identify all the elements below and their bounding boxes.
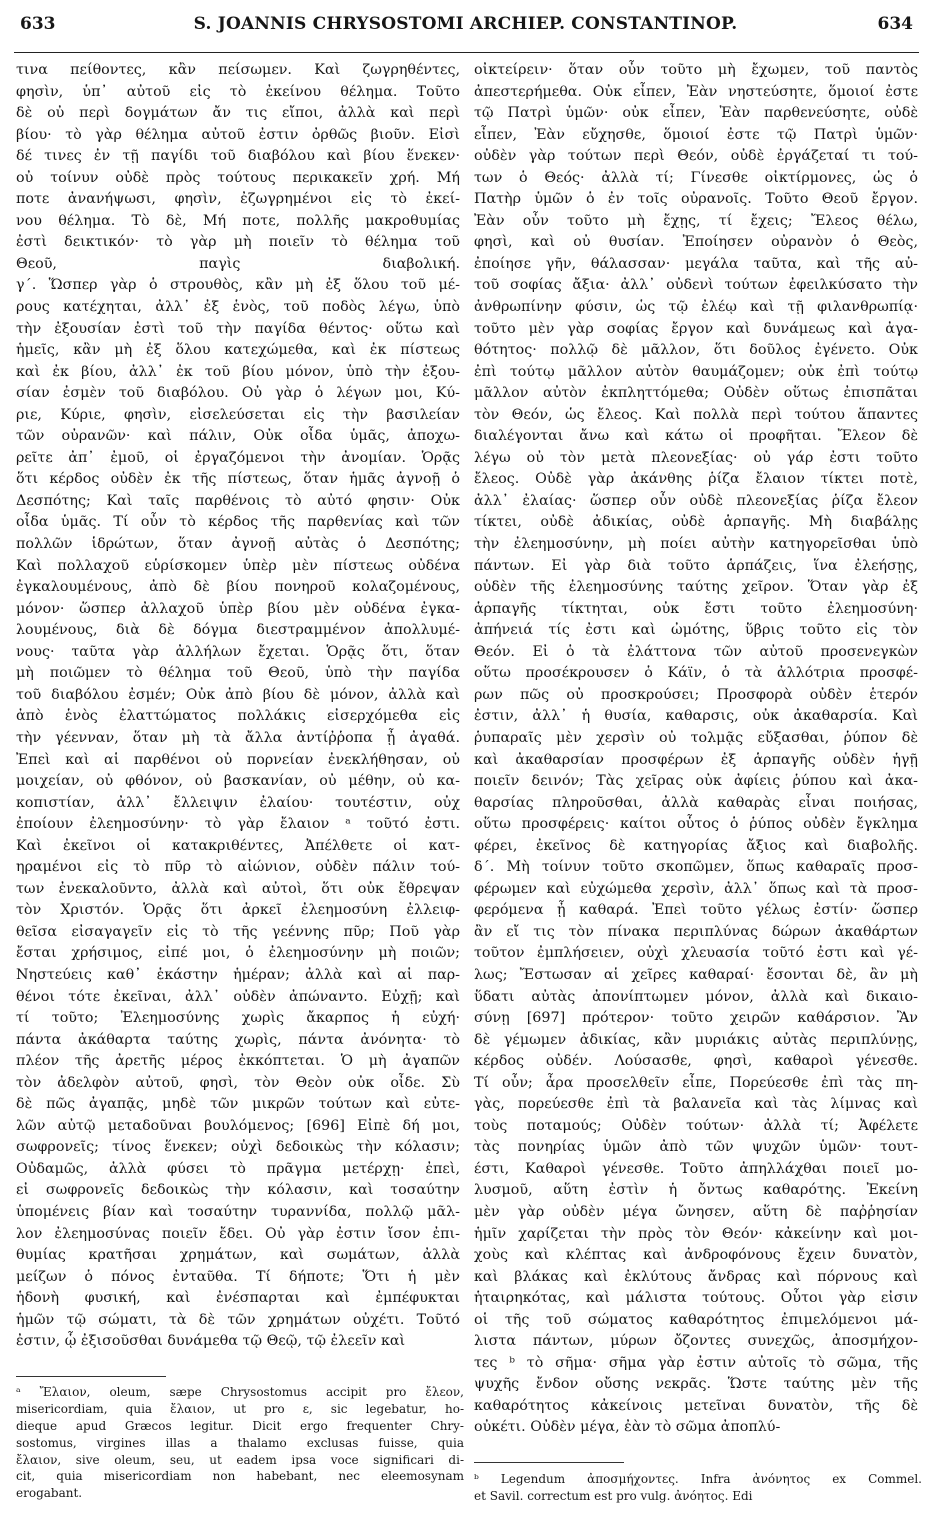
text-line: θένοι τότε ἐκεῖναι, ἀλλ᾽ οὐδὲν ἀπώναντο. Εὐχῇ; καὶ <box>16 988 460 1005</box>
text-line: τὸν Θεόν, ὡς ἔλεος. Καὶ πολλὰ περὶ τούτου ἅπαντες <box>474 406 918 423</box>
text-line: σίαν ἐσμὲν τοῦ διαβόλου. Οὐ γὰρ ὁ λέγων μοι, Κύ- <box>16 385 460 402</box>
text-line: Θεοῦ, παγὶς διαβολική. <box>16 255 460 272</box>
text-line: ἐπὶ τούτῳ μᾶλλον αὐτὸν θαυμάζομεν; οὐκ ἐπὶ τούτῳ <box>474 363 918 380</box>
text-line: τοῦ διαβόλου ἐσμέν; Οὐκ ἀπὸ βίου δὲ μόνον, ἀλλὰ καὶ <box>16 686 460 703</box>
text-line: Δεσπότης; Καὶ ταῖς παρθένοις τὸ αὐτό φησιν· Οὐκ <box>16 492 460 509</box>
text-line: γὰς, πορεύεσθε ἐπὶ τὰ βαλανεῖα καὶ τὰς λίμνας καὶ <box>474 1096 918 1113</box>
text-line: ρων πῶς οὐ προσκρούσει; Προσφορὰ οὐδὲν ἑτερόν <box>474 686 918 703</box>
text-line: Καὶ πολλαχοῦ εὑρίσκομεν ὑπὲρ μὲν πίστεως οὐδένα <box>16 557 460 574</box>
text-line: τὸν Χριστόν. Ὁρᾷς ὅτι ἀρκεῖ ἐλεημοσύνη ἐλλειφ- <box>16 902 460 919</box>
text-line: λουμένους, διὰ δὲ δόγμα διεστραμμένον ἀπολλυμέ- <box>16 622 460 639</box>
text-line: ἔλεος. Οὐδὲ γὰρ ἀκάνθης ῥίζα ἔλαιον τίκτει ποτὲ, <box>474 471 918 488</box>
text-line: ψυχῆς ἔνδον οὔσης νεκρᾶς. Ὥστε ταύτης μὲν τῆς <box>474 1376 918 1393</box>
text-line: δ΄. Μὴ τοίνυν τοῦτο σκοπῶμεν, ὅπως καθαραῖς προσ- <box>474 859 918 876</box>
text-line: οὐκέτι. Οὐδὲν μέγα, ἐὰν τὸ σῶμα ἀποπλύ- <box>474 1419 781 1436</box>
text-line: Πατὴρ ὑμῶν ὁ ἐν τοῖς οὐρανοῖς. Τοῦτο Θεοῦ ἔργον. <box>474 191 918 208</box>
left-column <box>16 60 460 1353</box>
text-line: ἡμῖν χαρίζεται τὴν πρὸς τὸν Θεόν· κἀκείνην καὶ μοι- <box>474 1225 918 1242</box>
text-line: οὕτω προσέκρουσεν ὁ Κάϊν, ὁ τὰ ἀλλότρια προσφέ- <box>474 665 918 682</box>
text-line: λῶν αὐτῷ μεταδοῦναι βουλόμενος; [696] Εἰπὲ δή μοι, <box>16 1117 460 1134</box>
text-line: ἀπὸ ἑνὸς ἐλαττώματος πολλάκις εἰσερχόμεθα εἰς <box>16 708 460 725</box>
text-line: ἡμεῖς, κἂν μὴ ἐξ ὅλου κατεχώμεθα, καὶ ἐκ πίστεως <box>16 342 460 359</box>
text-line: τί τοῦτο; Ἐλεημοσύνης χωρὶς ἄκαρπος ἡ εὐχή· <box>16 1010 460 1027</box>
text-line: τὴν γέενναν, ὅταν μὴ τὰ ἄλλα ἀντίῤῥοπα ᾖ ἀγαθά. <box>16 729 460 746</box>
text-line: τὴν ἐλεημοσύνην, μὴ ποίει αὐτὴν κατηγορεῖσθαι ὑπὸ <box>474 536 918 553</box>
text-line: κέρδος οὐδέν. Λούσασθε, φησὶ, καθαροὶ γένεσθε. <box>474 1053 918 1070</box>
footnote-line: erogabant. <box>16 1486 83 1501</box>
text-line: ποιεῖν δεινόν; Τὰς χεῖρας οὐκ ἀφίεις ῥύπου καὶ ἀκα- <box>474 773 918 790</box>
text-line: νου θέλημα. Τὸ δὲ, Μή ποτε, πολλῆς μακροθυμίας <box>16 212 460 229</box>
text-line: διαλέγονται ἄνω καὶ κάτω οἱ προφῆται. Ἔλεον δὲ <box>474 428 918 445</box>
text-line: εἰ σωφρονεῖς δεδοικὼς τὴν κόλασιν, καὶ τοσαύτην <box>16 1182 460 1199</box>
text-line: οἰκτείρειν· ὅταν οὖν τοῦτο μὴ ἔχωμεν, τοῦ παντὸς <box>474 62 918 78</box>
text-line: ρεῖτε ἀπ᾽ ἐμοῦ, οἱ ἐργαζόμενοι τὴν ἀνομίαν. Ὁρᾷς <box>16 449 460 466</box>
text-line: κοπιστίαν, ἀλλ᾽ ἔλλειψιν ἐλαίου· τουτέστιν, οὐχ <box>16 794 460 811</box>
text-line: τὰς πονηρίας ὑμῶν ἀπὸ τῶν ψυχῶν ὑμῶν· τουτ- <box>474 1139 918 1156</box>
text-line: λιστα πάντων, μύρων ὄζοντες συνεχῶς, ἀποσμήχον- <box>474 1333 918 1350</box>
text-line: τοῦ σοφίας ἄξια· ἀλλ᾽ οὐδενὶ τούτων ἐφειλκύσατο τὴν <box>474 277 918 294</box>
text-line: Ἐὰν οὖν τοῦτο μὴ ἔχῃς, τί ἔχεις; Ἔλεος θέλω, <box>474 212 918 229</box>
text-line: τινα πείθοντες, κἂν πείσωμεν. Καὶ ζωγρηθέντες, <box>16 62 460 78</box>
text-line: μόνον· ὥσπερ ἀλλαχοῦ ὑπὲρ βίου μὲν οὐδένα ἐγκα- <box>16 600 460 617</box>
text-line: θυμίας κρατῆσαι χρημάτων, καὶ σωμάτων, ἀλλὰ <box>16 1247 460 1264</box>
text-line: Οὐδαμῶς, ἀλλὰ φύσει τὸ πρᾶγμα μετέρχῃ· ἐπεὶ, <box>16 1160 460 1177</box>
text-line: ἐστιν, ἀλλ᾽ ἡ θυσία, καθαρσις, οὐκ ἀκαθαρσία. Καὶ <box>474 708 918 725</box>
text-line: Ἐπεὶ καὶ αἱ παρθένοι οὐ πορνείαν ἐνεκλήθησαν, οὐ <box>16 751 460 768</box>
right-column <box>474 60 918 1439</box>
text-line: Νηστεύεις καθ᾽ ἑκάστην ἡμέραν; ἀλλὰ καὶ αἱ παρ- <box>16 966 460 983</box>
text-line: οἱ τῆς τοῦ σώματος καθαρότητος ἐπιμελόμενοι μά- <box>474 1311 918 1328</box>
text-line: λέγω οὐ τὸν μετὰ πλεονεξίας· οὐ γάρ ἐστι τοῦτο <box>474 449 918 466</box>
text-line: ριε, Κύριε, φησὶν, εἰσελεύσεται εἰς τὴν βασιλείαν <box>16 406 460 423</box>
text-line: οὐδὲν τῆς ἐλεημοσύνης ταύτης χεῖρον. Ὅταν γὰρ ἐξ <box>474 579 918 596</box>
text-line: εἶπεν, Ἐὰν εὔχησθε, ὅμοιοί ἐστε τῷ Πατρὶ ὑμῶν· <box>474 126 918 143</box>
text-line: των ἐνεκαλοῦντο, ἀλλὰ καὶ αὐτοὶ, ὅτι οὐκ ἔθρεψαν <box>16 880 460 897</box>
text-line: έστι, Καθαροὶ γένεσθε. Τοῦτο ἀπηλλάχθαι ποιεῖ μο- <box>474 1160 918 1177</box>
text-line: καθαρότητος κἀκείνοις μετεῖναι δυνατὸν, τῆς δὲ <box>474 1397 918 1414</box>
running-title: S. JOANNIS CHRYSOSTOMI ARCHIEP. CONSTANTINOP. <box>193 14 738 34</box>
text-line: Καὶ ἐκεῖνοι οἱ κατακριθέντες, Ἀπέλθετε οἱ κατ- <box>16 837 460 854</box>
footnote-line: ᵃ Ἔλαιον, oleum, sæpe Chrysostomus accipit pro ἔλεον, <box>16 1385 464 1399</box>
text-line: γ΄. Ὥσπερ γὰρ ὁ στρουθὸς, κἂν μὴ ἐξ ὅλου τοῦ μέ- <box>16 277 460 294</box>
text-line: ἡταιρηκότας, καὶ μάλιστα τούτους. Οὗτοι γὰρ εἰσιν <box>474 1290 918 1307</box>
text-line: οἶδα ὑμᾶς. Τί οὖν τὸ κέρδος τῆς παρθενίας καὶ τῶν <box>16 514 460 531</box>
footnote-line: dieque apud Græcos legitur. Dicit ergo frequenter Chry- <box>16 1418 464 1433</box>
text-line: ἀνθρωπίνην φύσιν, ὡς τῷ ἐλέῳ καὶ τῇ φιλανθρωπίᾳ· <box>474 299 918 316</box>
text-line: δὲ οὐ περὶ δογμάτων ἄν τις εἴποι, ἀλλὰ καὶ περὶ <box>16 105 460 122</box>
text-line: ὑπομένεις βίαν καὶ τοσαύτην τυραννίδα, πολλῷ μᾶλ- <box>16 1203 460 1220</box>
text-line: ἀπεστερήμεθα. Οὐκ εἶπεν, Ἐὰν νηστεύσητε, ὅμοιοί ἐστε <box>474 83 918 100</box>
text-line: των ὁ Θεός· ἀλλὰ τί; Γίνεσθε οἰκτίρμονες, ὡς ὁ <box>474 169 918 186</box>
text-line: οὐ τοίνυν οὐδὲ πρὸς τούτους περικακεῖν χρή. Μή <box>16 169 460 186</box>
text-line: ἐστιν, ᾧ ἐξισοῦσθαι δυνάμεθα τῷ Θεῷ, τῷ ἐλεεῖν καὶ <box>16 1333 406 1350</box>
footnote-right <box>474 1471 922 1505</box>
text-line: τοῦτο μὲν γὰρ σοφίας ἔργον καὶ δυνάμεως καὶ ἀγα- <box>474 320 918 337</box>
footnote-left <box>16 1384 464 1502</box>
text-line: τοὺς ποταμούς; Οὐδὲν τούτων· ἀλλὰ τί; Ἀφέλετε <box>474 1117 918 1134</box>
text-line: τῷ Πατρὶ ὑμῶν· οὐκ εἶπεν, Ἐὰν παρθενεύσητε, οὐδὲ <box>474 105 918 122</box>
text-line: τες ᵇ τὸ σῆμα· σῆμα γὰρ ἐστιν αὐτοῖς τὸ σῶμα, τῆς <box>474 1354 918 1371</box>
text-line: ρους κατέχηται, ἀλλ᾽ ἐξ ἑνὸς, τοῦ ποδὸς λέγω, ὑπὸ <box>16 299 460 316</box>
text-line: θότητος· πολλῷ δὲ μᾶλλον, ὅτι δοῦλος ἐγένετο. Οὐκ <box>474 342 918 359</box>
footnote-rule-right <box>474 1462 624 1463</box>
text-line: νους· ταῦτα γὰρ ἀλλήλων ἔχεται. Ὁρᾷς ὅτι, ὅταν <box>16 643 460 660</box>
text-line: φερόμενα ᾖ καθαρά. Ἐπεὶ τοῦτο γέλως ἐστίν· ὥσπερ <box>474 902 918 919</box>
text-line: φησὶ, καὶ οὐ θυσίαν. Ἐποίησεν οὐρανὸν ὁ Θεὸς, <box>474 234 918 251</box>
page-number-left: 633 <box>20 14 56 34</box>
text-line: οὕτω προσφέρεις· καίτοι οὗτος ὁ ῥύπος οὐδὲν ἔγκλημα <box>474 816 918 833</box>
text-line: πολλῶν ἱδρώτων, ὅταν ἀγνοῇ αὐτὰς ὁ Δεσπότης; <box>16 536 460 553</box>
text-line: φέρει, ἐκεῖνος δὲ κατηγορίας ἄξιος καὶ διαβολῆς. <box>474 837 918 854</box>
text-line: βίου· τὸ γὰρ θέλημα αὐτοῦ ἐστιν ὀρθῶς βιοῦν. Εἰσὶ <box>16 126 460 143</box>
text-line: θαρσίας πληροῦσθαι, ἀλλὰ καθαρὰς εἶναι ποιήσας, <box>474 794 918 811</box>
text-line: σωφρονεῖς; τίνος ἕνεκεν; οὐχὶ δεδοικὼς τὴν κόλασιν; <box>16 1139 460 1156</box>
text-line: ἐστὶ δεικτικόν· τὸ γὰρ μὴ ποιεῖν τὸ θέλημα τοῦ <box>16 234 460 251</box>
text-line: τῶν οὐρανῶν· καὶ πάλιν, Οὐκ οἶδα ὑμᾶς, ἀποχω- <box>16 428 460 445</box>
text-line: δὲ γέμωμεν ἀδικίας, κἂν μυριάκις αὐτὰς περιπλύνῃς, <box>474 1031 918 1048</box>
text-line: πάντων. Εἰ γὰρ διὰ τοῦτο ἁρπάζεις, ἵνα ἐλεήσῃς, <box>474 557 918 574</box>
header-rule <box>14 52 919 53</box>
text-line: ηραμένοι εἰς τὸ πῦρ τὸ αἰώνιον, οὐδὲν πάλιν τού- <box>16 859 460 876</box>
text-line: μοιχείαν, οὐ φθόνον, οὐ βασκανίαν, οὐ μέθην, οὐ κα- <box>16 773 460 790</box>
text-line: πάντα ἀκάθαρτα ταύτης χωρὶς, πάντα ἀνόνητα· τὸ <box>16 1031 460 1048</box>
text-line: μᾶλλον αὐτὸν ἐκπληττόμεθα; Οὐδὲν οὕτως ἐπισπᾶται <box>474 385 918 402</box>
text-line: καὶ ἀκαθαρσίαν προσφέρων ἐξ ἁρπαγῆς οὐδὲν ἡγῇ <box>474 751 918 768</box>
page-number-right: 634 <box>877 14 913 34</box>
text-line: λως; Ἔστωσαν αἱ χεῖρες καθαραί· ἔσονται δὲ, ἂν μὴ <box>474 966 918 983</box>
text-line: καὶ βλάκας καὶ ἐκλύτους ἄνδρας καὶ πόρνους καὶ <box>474 1268 918 1285</box>
text-line: ἂν εἴ τις τὸν πίνακα περιπλύνας δώρων ἀκαθάρτων <box>474 923 918 940</box>
text-line: φησὶν, ὑπ᾽ αὐτοῦ εἰς τὸ ἐκείνου θέλημα. Τοῦτο <box>16 83 460 100</box>
footnote-line: ᵇ Legendum ἀποσμήχοντες. Infra ἀνόνητος ex Commel. <box>474 1472 922 1486</box>
footnote-line: ἔλαιον, sive oleum, seu, ut eadem ipsa voce significari di- <box>16 1452 464 1467</box>
text-line: Τί οὖν; ἆρα προσελθεῖν εἶπε, Πορεύεσθε ἐπὶ τὰς πη- <box>474 1074 918 1091</box>
footnote-line: cit, quia misericordiam non habebant, nec eleemosynam <box>16 1469 464 1484</box>
text-line: ὅτι κέρδος οὐδὲν ἐκ τῆς πίστεως, ὅταν ἡμᾶς ἀγνοῇ ὁ <box>16 471 460 488</box>
text-line: ἀπήνειά τίς ἐστι καὶ ὠμότης, ὕβρις τοῦτο εἰς τὸν <box>474 622 918 639</box>
text-line: ῥυπαραῖς μὲν χερσὶν οὐ τολμᾷς εὔξασθαι, ῥύπον δὲ <box>474 729 918 746</box>
text-line: μὴ ποιῶμεν τὸ θέλημα τοῦ Θεοῦ, ὑπὸ τὴν παγίδα <box>16 665 460 682</box>
footnote-line: et Savil. correctum est pro vulg. ἀνόητος. Edi <box>474 1488 753 1503</box>
text-line: ὕδατι αὐτὰς ἀπονίπτωμεν μόνον, ἀλλὰ καὶ δικαιο- <box>474 988 918 1005</box>
text-line: χοὺς καὶ κλέπτας καὶ ἀνδροφόνους ἔχειν δυνατὸν, <box>474 1247 918 1264</box>
text-line: ἡδονὴ φυσική, καὶ ἐνέσπαρται καὶ ἐμπέφυκται <box>16 1290 460 1307</box>
text-line: φέρωμεν καὶ εὐχώμεθα χερσὶν, ἀλλ᾽ ὅπως καὶ τὰ προσ- <box>474 880 918 897</box>
footnote-line: misericordiam, quia ἔλαιον, ut pro ε, sic legebatur, ho- <box>16 1401 464 1416</box>
text-line: δὲ πῶς ἀγαπᾷς, μηδὲ τῶν μικρῶν τούτων καὶ εὐτε- <box>16 1096 460 1113</box>
text-line: σύνῃ [697] πρότερον· τοῦτο χειρῶν καθάρσιον. Ἂν <box>474 1010 918 1027</box>
text-line: ἐποίουν ἐλεημοσύνην· τὸ γὰρ ἔλαιον ᵃ τοῦτό ἐστι. <box>16 816 460 833</box>
text-line: καὶ ἐκ βίου, ἀλλ᾽ ἐκ τοῦ βίου μόνον, ὑπὸ τὴν ἐξου- <box>16 363 460 380</box>
text-line: τὴν ἐξουσίαν ἐστὶ τοῦ τὴν παγίδα θέντος· οὕτω καὶ <box>16 320 460 337</box>
text-line: Θεόν. Εἰ ὁ τὰ ἐλάττονα τῶν αὐτοῦ προσενεγκὼν <box>474 643 918 660</box>
text-line: ἁρπαγῆς τίκτηται, οὐκ ἔστι τοῦτο ἐλεημοσύνη· <box>474 600 918 617</box>
text-line: ἡμῶν τῷ σώματι, τὰ δὲ τῶν χρημάτων οὐχέτι. Τοῦτό <box>16 1311 460 1328</box>
text-line: τὸν ἀδελφὸν αὐτοῦ, φησὶ, τὸν Θεὸν οὐκ οἶδε. Σὺ <box>16 1074 460 1091</box>
footnote-line: sostomus, virgines illas a thalamo exclusas fuisse, quia <box>16 1435 464 1450</box>
text-line: ἐποίησε γῆν, θάλασσαν· μεγάλα ταῦτα, καὶ τῆς αὐ- <box>474 255 918 272</box>
text-line: τοῦτον ἐμπλήσειεν, οὐχὶ χλευασία τοῦτό ἐστι καὶ γέ- <box>474 945 918 962</box>
text-line: λον ἐλεημοσύνας ποιεῖν ἔδει. Οὐ γὰρ ἐστιν ἴσον ἐπι- <box>16 1225 460 1242</box>
text-line: θεῖσα εἰσαγαγεῖν εἰς τὸ τῆς γεέννης πῦρ; Ποῦ γὰρ <box>16 923 460 940</box>
text-line: δέ τινες ἐν τῇ παγίδι τοῦ διαβόλου καὶ βίου ἕνεκεν· <box>16 148 460 165</box>
text-line: μείζων ὁ πόνος ἐνταῦθα. Τί δήποτε; Ὅτι ἡ μὲν <box>16 1268 460 1285</box>
text-line: πλέον τῆς ἀρετῆς μέρος ἐκκόπτεται. Ὁ μὴ ἀγαπῶν <box>16 1053 460 1070</box>
text-line: ἀλλ᾽ ἐλαίας· ὥσπερ οὖν οὐδὲ πλεονεξίας ῥίζα ἔλεον <box>474 492 918 509</box>
text-line: ἔσται χρήσιμος, εἰπέ μοι, ὁ ἐλεημοσύνην μὴ ποιῶν; <box>16 945 460 962</box>
text-line: τίκτει, οὐδὲ ἀδικίας, οὐδὲ ἁρπαγῆς. Μὴ διαβάλῃς <box>474 514 918 531</box>
footnote-rule-left <box>16 1376 166 1377</box>
text-line: λυσμοῦ, αὕτη ἐστὶν ἡ ὄντως καθαρότης. Ἐκείνη <box>474 1182 918 1199</box>
text-line: ἐγκαλουμένους, ἀπὸ δὲ βίου πονηροῦ κολαζομένους, <box>16 579 460 596</box>
page-header <box>12 14 919 44</box>
text-line: οὐδὲν γὰρ τούτων περὶ Θεόν, οὐδὲ ἐργάζεταί τι τού- <box>474 148 918 165</box>
text-line: μὲν γὰρ οὐδὲν μέγα ὤνησεν, αὕτη δὲ παῤῥησίαν <box>474 1203 918 1220</box>
text-line: ποτε ἀνανήψωσι, φησὶν, ἐζωγρημένοι εἰς τὸ ἐκεί- <box>16 191 460 208</box>
